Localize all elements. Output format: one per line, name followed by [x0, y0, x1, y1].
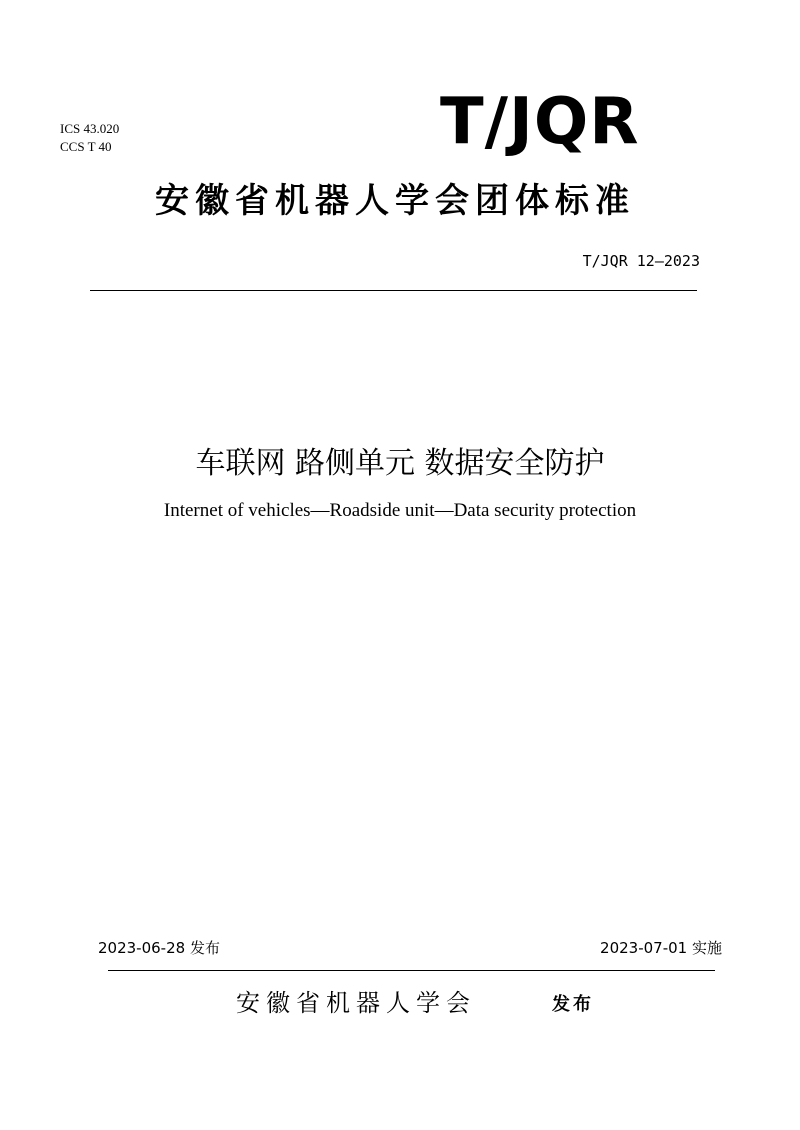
- document-title-chinese: 车联网 路侧单元 数据安全防护: [195, 446, 605, 481]
- publish-label: 发布: [552, 994, 594, 1015]
- organization-code: T/JQR: [440, 85, 640, 159]
- implementation-date: 2023-07-01 实施: [600, 939, 722, 957]
- document-title-english: Internet of vehicles—Roadside unit—Data security protection: [163, 500, 637, 521]
- ics-code: ICS 43.020: [60, 121, 120, 136]
- top-divider: [90, 290, 697, 291]
- classification-codes: [60, 120, 119, 156]
- ccs-code: CCS T 40: [60, 139, 112, 154]
- standard-type-heading: 安徽省机器人学会团体标准: [155, 181, 635, 221]
- standard-number: T/JQR 12—2023: [582, 252, 700, 270]
- bottom-divider: [108, 970, 715, 971]
- publisher-name: 安徽省机器人学会: [236, 989, 476, 1017]
- issue-date: 2023-06-28 发布: [98, 939, 220, 957]
